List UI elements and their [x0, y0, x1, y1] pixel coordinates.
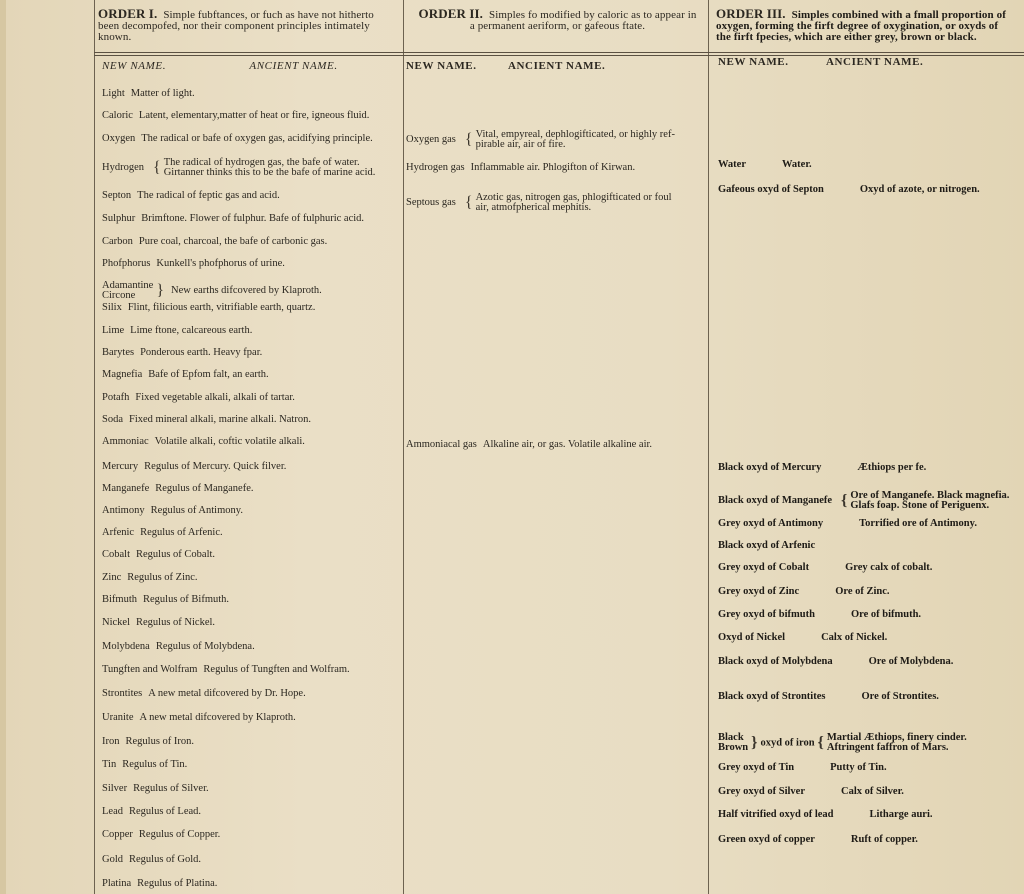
brace-icon: {: [817, 734, 824, 751]
ancient-name: Aftringent faffron of Mars.: [826, 742, 949, 753]
col2-headers: [406, 60, 605, 72]
new-name: Barytes: [102, 347, 135, 358]
new-name: Hydrogen gas: [406, 162, 465, 173]
ancient-name: pirable air, air of fire.: [475, 139, 566, 150]
ancient-name: Ore of bifmuth.: [850, 609, 922, 620]
new-name: Soda: [102, 414, 123, 425]
ancient-name: Regulus of Cobalt.: [136, 549, 216, 560]
new-name: Black oxyd of Molybdena: [718, 656, 833, 667]
new-name: Adamantine: [102, 280, 154, 291]
new-name: Grey oxyd of Cobalt: [718, 562, 810, 573]
table-row: [102, 392, 295, 403]
ancient-name: Volatile alkali, coftic volatile alkali.: [154, 436, 305, 447]
new-name: Arfenic: [102, 527, 135, 538]
page-edge: [0, 0, 6, 894]
table-row: [102, 347, 262, 358]
table-row: [102, 369, 269, 380]
new-name: Oxygen: [102, 133, 136, 144]
table-row: [102, 688, 306, 699]
new-name: Gafeous oxyd of Septon: [718, 184, 824, 195]
ancient-name: Calx of Nickel.: [821, 632, 888, 643]
order-3-desc-3: the firft fpecies, which are either grey, brown or black.: [716, 31, 977, 43]
new-name: Septon: [102, 190, 132, 201]
new-name: Nickel: [102, 617, 130, 628]
ancient-name: Regulus of Arfenic.: [140, 527, 223, 538]
ancient-name: Regulus of Antimony.: [150, 505, 243, 516]
new-name: Green oxyd of copper: [718, 834, 815, 845]
new-name: Grey oxyd of Tin: [718, 762, 795, 773]
column-divider: [708, 0, 709, 894]
table-row: [102, 806, 201, 817]
table-row: [102, 88, 195, 99]
new-name: Copper: [102, 829, 133, 840]
order-1-title: ORDER I.: [98, 6, 158, 21]
ancient-name: Ore of Strontites.: [861, 691, 939, 702]
new-name: Gold: [102, 854, 123, 865]
ancient-name: Regulus of Nickel.: [136, 617, 216, 628]
new-name-stack: [102, 281, 153, 301]
order-3-desc-2: oxygen, forming the firft degree of oxygination, or oxyds of: [716, 20, 999, 32]
new-name: Potafh: [102, 392, 130, 403]
table-row: [406, 130, 675, 150]
ancient-name: Kunkell's phofphorus of urine.: [156, 258, 285, 269]
new-name-label: NEW NAME.: [718, 56, 789, 68]
new-name: Strontites: [102, 688, 143, 699]
ancient-name: Martial Æthiops, finery cinder.: [826, 732, 967, 743]
new-name: Black oxyd of Mercury: [718, 462, 822, 473]
ancient-name-stack: [827, 733, 967, 753]
new-name: Phofphorus: [102, 258, 151, 269]
ancient-name: Regulus of Mercury. Quick filver.: [144, 461, 287, 472]
table-row: [718, 491, 1009, 511]
new-name: Black oxyd of Arfenic: [718, 540, 816, 551]
table-row: [718, 834, 918, 845]
table-row: [102, 572, 198, 583]
new-name: Sulphur: [102, 213, 136, 224]
new-name: Black oxyd of Strontites: [718, 691, 826, 702]
brace-icon: {: [153, 159, 161, 176]
new-name: Septous gas: [406, 197, 456, 209]
table-row: [718, 586, 890, 597]
table-row: [718, 786, 904, 797]
new-name: Silver: [102, 783, 128, 794]
ancient-name: Torrified ore of Antimony.: [859, 518, 977, 529]
order-2-desc: Simples fo modified by caloric as to appear in: [489, 9, 697, 21]
table-row: [102, 505, 243, 516]
ancient-name: Inflammable air. Phlogifton of Kirwan.: [470, 162, 636, 173]
table-row: [102, 641, 255, 652]
ancient-name: Ponderous earth. Heavy fpar.: [140, 347, 263, 358]
col3-headers: [718, 56, 923, 68]
new-name: Ammoniacal gas: [406, 439, 477, 450]
table-row: [102, 854, 201, 865]
new-name: Iron: [102, 736, 120, 747]
order-1-desc-3: known.: [98, 31, 132, 43]
table-row: [102, 712, 296, 723]
column-divider: [403, 0, 404, 894]
brace-icon: {: [841, 492, 848, 509]
table-row: [718, 159, 812, 170]
new-name: Water: [718, 159, 746, 170]
table-row: [102, 213, 364, 224]
table-row: [718, 632, 887, 643]
table-row: [102, 461, 286, 472]
new-name: Tin: [102, 759, 117, 770]
table-row: [102, 617, 215, 628]
col1-headers: [102, 60, 338, 72]
table-row: [102, 527, 223, 538]
order-1-heading: [98, 8, 398, 43]
column-rule: [94, 0, 95, 894]
new-name-stack: [718, 733, 748, 753]
table-row: [102, 664, 350, 675]
table-row: [718, 691, 939, 702]
new-name: Hydrogen: [102, 162, 144, 174]
ancient-name: Regulus of Zinc.: [127, 572, 198, 583]
table-row: [102, 783, 209, 794]
ancient-name: Azotic gas, nitrogen gas, phlogifticated or foul: [475, 192, 672, 203]
ancient-name: Regulus of Tungften and Wolfram.: [203, 664, 350, 675]
table-row: [718, 609, 921, 620]
ancient-name: Flint, filicious earth, vitrifiable earth, quartz.: [127, 302, 316, 313]
table-row: [718, 562, 932, 573]
ancient-name: Ore of Zinc.: [835, 586, 890, 597]
ancient-name: Regulus of Copper.: [138, 829, 221, 840]
table-row: [102, 258, 285, 269]
new-name: Light: [102, 88, 125, 99]
brace-icon: }: [156, 282, 165, 299]
table-row: [102, 281, 322, 301]
table-row: [718, 518, 977, 529]
ancient-name-label: ANCIENT NAME.: [507, 60, 606, 72]
ancient-name: Fixed vegetable alkali, alkali of tartar.: [135, 392, 295, 403]
new-name: Manganefe: [102, 483, 150, 494]
header-rule: [94, 52, 1024, 53]
order-3-desc: Simples combined with a fmall proportion of: [791, 9, 1006, 21]
order-3-heading: [716, 8, 1016, 43]
ancient-name: Regulus of Lead.: [129, 806, 202, 817]
ancient-name: Lime ftone, calcareous earth.: [130, 325, 253, 336]
order-1-desc-2: been decompofed, nor their component principles intimately: [98, 20, 370, 32]
table-row: [406, 193, 672, 213]
ancient-name-stack: [476, 193, 672, 213]
new-name: Grey oxyd of bifmuth: [718, 609, 815, 620]
ancient-name: Calx of Silver.: [841, 786, 904, 797]
new-name: Mercury: [102, 461, 139, 472]
new-name: Cobalt: [102, 549, 130, 560]
ancient-name: Alkaline air, or gas. Volatile alkaline air.: [482, 439, 653, 450]
table-row: [718, 462, 926, 473]
ancient-name: Glafs foap. Stone of Periguenx.: [850, 500, 990, 511]
ancient-name: Regulus of Platina.: [137, 878, 218, 889]
ancient-name: Fixed mineral alkali, marine alkali. Natron.: [129, 414, 311, 425]
new-name: Bifmuth: [102, 594, 138, 605]
ancient-name: Matter of light.: [130, 88, 195, 99]
table-row: [102, 325, 252, 336]
table-row: [406, 162, 635, 173]
new-name: Black: [718, 732, 744, 743]
ancient-name: Bafe of Epfom falt, an earth.: [148, 369, 269, 380]
new-name: Black oxyd of Manganefe: [718, 495, 833, 507]
new-name: Caloric: [102, 110, 133, 121]
ancient-name: The radical or bafe of oxygen gas, acidifying principle.: [141, 133, 373, 144]
ancient-name: New earths difcovered by Klaproth.: [171, 285, 322, 297]
order-2-heading: [410, 8, 705, 32]
ancient-name: Girtanner thinks this to be the bafe of marine acid.: [163, 167, 376, 178]
brace-icon: {: [464, 194, 473, 211]
new-name: Ammoniac: [102, 436, 149, 447]
new-name: Silix: [102, 302, 122, 313]
ancient-name: Water.: [782, 159, 812, 170]
ancient-name: Ore of Molybdena.: [868, 656, 954, 667]
table-row: [718, 656, 953, 667]
new-name: Lime: [102, 325, 125, 336]
new-name: Grey oxyd of Silver: [718, 786, 806, 797]
ancient-name: Regulus of Silver.: [133, 783, 209, 794]
new-name-label: NEW NAME.: [406, 60, 477, 72]
ancient-name-stack: [164, 158, 376, 178]
new-name: Antimony: [102, 505, 145, 516]
ancient-name: Regulus of Molybdena.: [155, 641, 255, 652]
ancient-name-label: ANCIENT NAME.: [825, 56, 924, 68]
new-name: Lead: [102, 806, 123, 817]
table-row: [102, 549, 215, 560]
table-row: [102, 190, 280, 201]
ancient-name: Regulus of Manganefe.: [155, 483, 254, 494]
new-name: Grey oxyd of Zinc: [718, 586, 800, 597]
table-row: [102, 759, 187, 770]
new-name: Half vitrified oxyd of lead: [718, 809, 834, 820]
new-name: oxyd of iron: [760, 737, 815, 749]
ancient-name: Grey calx of cobalt.: [845, 562, 933, 573]
table-row: [102, 158, 375, 178]
ancient-name: A new metal difcovered by Klaproth.: [139, 712, 296, 723]
ancient-name: Æthiops per fe.: [857, 462, 927, 473]
ancient-name: Vital, empyreal, dephlogifticated, or highly ref-: [475, 129, 675, 140]
ancient-name: Regulus of Gold.: [129, 854, 202, 865]
order-1-desc: Simple fubftances, or fuch as have not hitherto: [163, 9, 374, 21]
table-row: [102, 436, 305, 447]
ancient-name: The radical of feptic gas and acid.: [137, 190, 280, 201]
table-row: [102, 483, 254, 494]
new-name: Brown: [718, 742, 749, 753]
new-name: Tungften and Wolfram: [102, 664, 198, 675]
ancient-name: Putty of Tin.: [830, 762, 887, 773]
table-row: [102, 110, 369, 121]
ancient-name: Ruft of copper.: [850, 834, 918, 845]
order-3-title: ORDER III.: [716, 6, 786, 21]
new-name: Magnefia: [102, 369, 143, 380]
ancient-name: Regulus of Iron.: [125, 736, 195, 747]
table-row: [102, 414, 311, 425]
new-name: Zinc: [102, 572, 122, 583]
ancient-name: Regulus of Bifmuth.: [143, 594, 230, 605]
new-name: Grey oxyd of Antimony: [718, 518, 824, 529]
new-name: Uranite: [102, 712, 134, 723]
ancient-name: A new metal difcovered by Dr. Hope.: [148, 688, 306, 699]
ancient-name: The radical of hydrogen gas, the bafe of water.: [163, 157, 360, 168]
table-row: [102, 878, 217, 889]
table-row: [718, 809, 933, 820]
ancient-name: Pure coal, charcoal, the bafe of carbonic gas.: [138, 236, 328, 247]
table-row: [718, 762, 887, 773]
table-row: [102, 594, 229, 605]
ancient-name: Brimftone. Flower of fulphur. Bafe of fulphuric acid.: [141, 213, 365, 224]
new-name-label: NEW NAME.: [102, 60, 167, 72]
table-row: [102, 736, 194, 747]
ancient-name: Oxyd of azote, or nitrogen.: [859, 184, 980, 195]
ancient-name-stack: [850, 491, 1009, 511]
table-row: [102, 133, 373, 144]
ancient-name: Latent, elementary,matter of heat or fire, igneous fluid.: [138, 110, 370, 121]
new-name: Oxygen gas: [406, 134, 456, 146]
ancient-name-label: ANCIENT NAME.: [249, 60, 338, 72]
brace-icon: {: [464, 131, 473, 148]
ancient-name: Ore of Manganefe. Black magnefia.: [850, 490, 1010, 501]
table-row: [718, 733, 967, 753]
ancient-name: air, atmofpherical mephitis.: [475, 202, 592, 213]
table-row: [406, 439, 652, 450]
order-2-title: ORDER II.: [418, 6, 484, 21]
ancient-name: Regulus of Tin.: [122, 759, 188, 770]
table-row: [102, 236, 327, 247]
brace-icon: }: [751, 734, 758, 751]
table-row: [718, 184, 980, 195]
new-name: Carbon: [102, 236, 133, 247]
new-name: Platina: [102, 878, 132, 889]
new-name: Circone: [102, 290, 136, 301]
order-2-desc-2: a permanent aeriform, or gafeous ftate.: [469, 20, 646, 32]
new-name: Molybdena: [102, 641, 150, 652]
ancient-name: Litharge auri.: [869, 809, 933, 820]
table-row: [102, 302, 315, 313]
ancient-name-stack: [476, 130, 675, 150]
table-row: [102, 829, 220, 840]
new-name: Oxyd of Nickel: [718, 632, 786, 643]
table-row: [718, 540, 851, 551]
